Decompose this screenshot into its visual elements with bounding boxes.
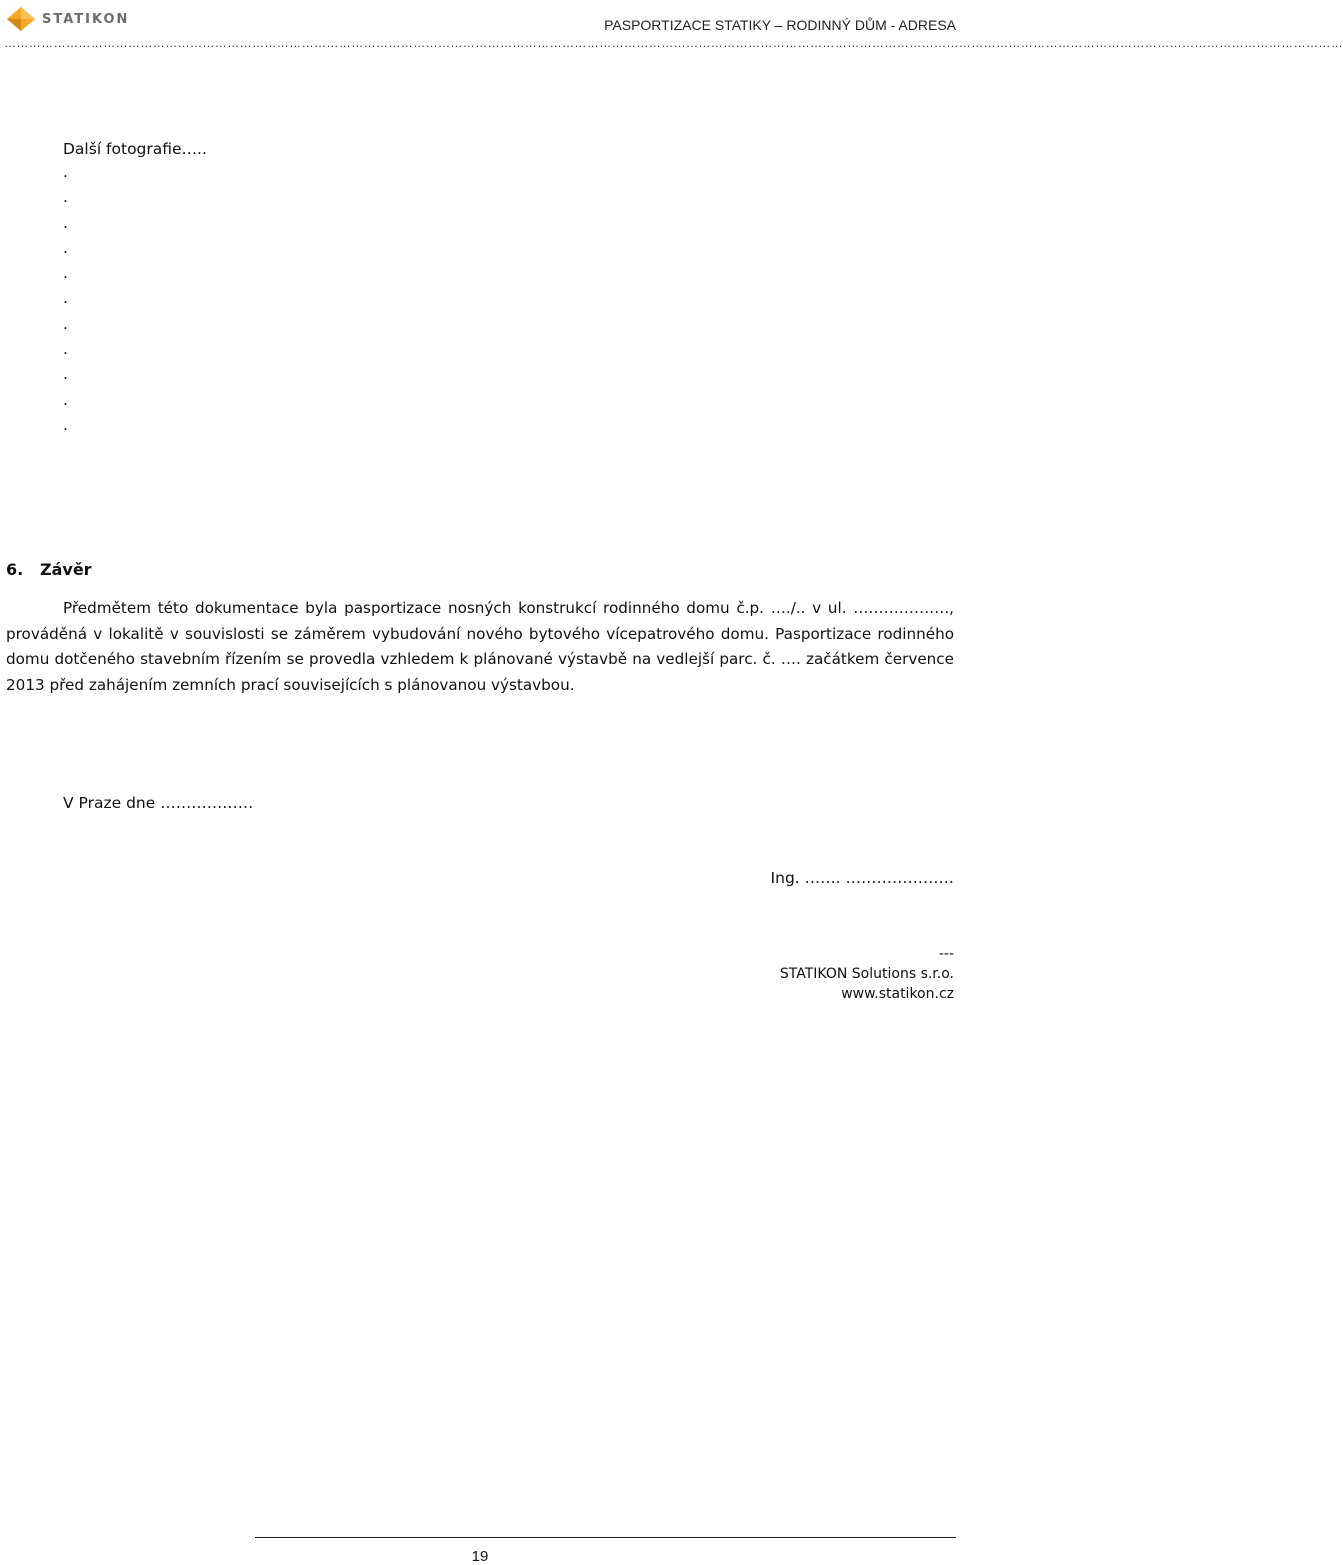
logo-text: STATIKON [42,11,130,27]
company-name: STATIKON Solutions s.r.o. [779,966,954,982]
placeholder-dot: . [63,289,68,308]
footer-divider [255,1537,956,1538]
placeholder-dot: . [63,213,68,232]
placeholder-dot: . [63,314,68,333]
placeholder-dot: . [63,365,68,384]
company-website: www.statikon.cz [841,986,954,1002]
section-heading [6,560,92,579]
statikon-logo [6,4,146,34]
page-number: 19 [471,1548,489,1565]
placeholder-dot: . [63,340,68,359]
placeholder-dot: . [63,163,68,181]
placeholder-dot: . [63,390,68,409]
document-title: PASPORTIZACE STATIKY – RODINNÝ DŮM - ADRESA [604,17,956,33]
photos-placeholder-list [63,163,68,441]
section-number: 6. [6,560,24,579]
header-dotted-rule: ……………………………………………………………………………………………………………………………………………………………………………………………………………………………………………………………………………………………… [4,36,1343,50]
photos-title: Další fotografie….. [63,140,207,158]
section-title: Závěr [40,560,92,579]
conclusion-paragraph: Předmětem této dokumentace byla pasportizace nosných konstrukcí rodinného domu č.p. …./.. v ul. ………………., prováděná v lokalitě v souvislosti se záměrem vybudování nového bytového vícepatrového domu. Pasportizace rodinného domu dotčeného stavebním řízením se provedla vzhledem k plánované výstavbě na vedlejší parc. č. …. začátkem července 2013 před zahájením zemních prací souvisejících s plánovanou výstavbou. [6,599,954,694]
statikon-diamond-logo-icon [6,6,36,32]
signature-line: Ing. ……. ………………… [770,869,954,887]
placeholder-dot: . [63,238,68,257]
company-block [780,944,954,1004]
placeholder-dot: . [63,264,68,283]
separator-text: --- [938,946,954,962]
place-date: V Praze dne ……………… [63,794,254,812]
placeholder-dot: . [63,188,68,207]
placeholder-dot: . [63,415,68,434]
page-header [0,0,1343,52]
